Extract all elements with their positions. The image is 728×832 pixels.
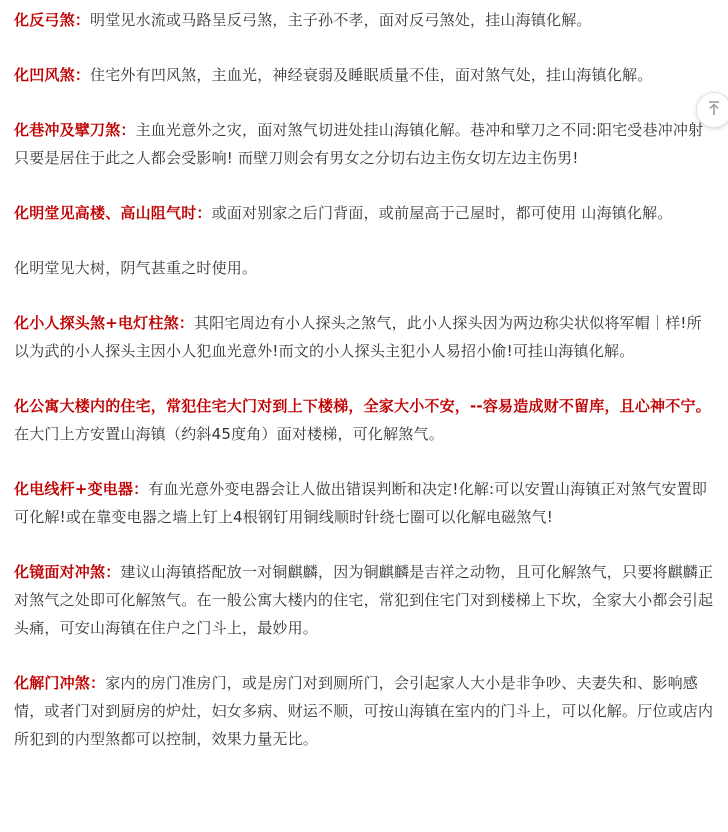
paragraph-xiaoren-tantou (14, 309, 716, 365)
paragraph-text: 化明堂见大树，阴气甚重之时使用。 (14, 259, 258, 277)
paragraph-heading: 化小人探头煞+电灯柱煞： (14, 314, 194, 332)
paragraph-heading: 化巷冲及擘刀煞： (14, 121, 136, 139)
paragraph-text: 住宅外有凹风煞，主血光，神经衰弱及睡眠质量不佳，面对煞气处，挂山海镇化解。 (90, 66, 653, 84)
paragraph-text: 在大门上方安置山海镇（约斜45度角）面对楼梯，可化解煞气。 (14, 425, 444, 443)
paragraph-text: 建议山海镇搭配放一对铜麒麟，因为铜麒麟是吉祥之动物，且可化解煞气，只要将麒麟正对煞气之处即可化解煞气。在一般公寓大楼内的住宅，常犯到住宅门对到楼梯上下坎，全家大小都会引起头痛，可安山海镇在住户之门斗上，最妙用。 (14, 563, 714, 637)
paragraph-jingmian (14, 558, 716, 642)
paragraph-menchong (14, 669, 716, 753)
paragraph-text: 或面对别家之后门背面，或前屋高于己屋时，都可使用 山海镇化解。 (211, 204, 673, 222)
paragraph-text: 有血光意外变电器会让人做出错误判断和决定!化解:可以安置山海镇正对煞气安置即可化解!或在靠变电器之墙上钉上4根钢钉用铜线顺时针绕七圈可以化解电磁煞气! (14, 480, 708, 526)
paragraph-heading: 化凹风煞： (14, 66, 91, 84)
paragraph-text: 主血光意外之灾，面对煞气切进处挂山海镇化解。巷冲和擘刀之不同:阳宅受巷冲冲射只要是居住于此之人都会受影响! 而壁刀则会有男女之分切右边主伤女切左边主伤男! (14, 121, 704, 167)
paragraph-aofeng (14, 61, 716, 89)
paragraph-mingtang-dashu (14, 254, 716, 282)
paragraph-xiangchong (14, 116, 716, 172)
paragraph-text: 其阳宅周边有小人探头之煞气，此小人探头因为两边称尖状似将军帽｜样!所以为武的小人探头主因小人犯血光意外!而文的小人探头主犯小人易招小偷!可挂山海镇化解。 (14, 314, 702, 360)
article-body (14, 0, 716, 753)
back-to-top-button[interactable] (696, 92, 728, 128)
paragraph-fanggong (14, 6, 716, 34)
paragraph-heading: 化电线杆+变电器： (14, 480, 149, 498)
paragraph-heading: 化明堂见高楼、高山阻气时： (14, 204, 212, 222)
arrow-up-icon (706, 100, 722, 120)
paragraph-heading: 化镜面对冲煞： (14, 563, 121, 581)
paragraph-gongyu-louti (14, 392, 716, 448)
paragraph-heading: 化公寓大楼内的住宅，常犯住宅大门对到上下楼梯，全家大小不安，--容易造成财不留库，且心神不宁。 (14, 397, 711, 415)
paragraph-text: 明堂见水流或马路呈反弓煞，主子孙不孝，面对反弓煞处，挂山海镇化解。 (90, 11, 592, 29)
paragraph-heading: 化反弓煞： (14, 11, 91, 29)
paragraph-text: 家内的房门准房门，或是房门对到厕所门，会引起家人大小是非争吵、夫妻失和、影响感情，或者门对到厨房的炉灶，妇女多病、财运不顺，可按山海镇在室内的门斗上，可以化解。厅位或店内所犯到的内型煞都可以控制，效果力量无比。 (14, 674, 714, 748)
paragraph-dianxiangan (14, 475, 716, 531)
paragraph-heading: 化解门冲煞： (14, 674, 106, 692)
paragraph-mingtang-gaolou (14, 199, 716, 227)
